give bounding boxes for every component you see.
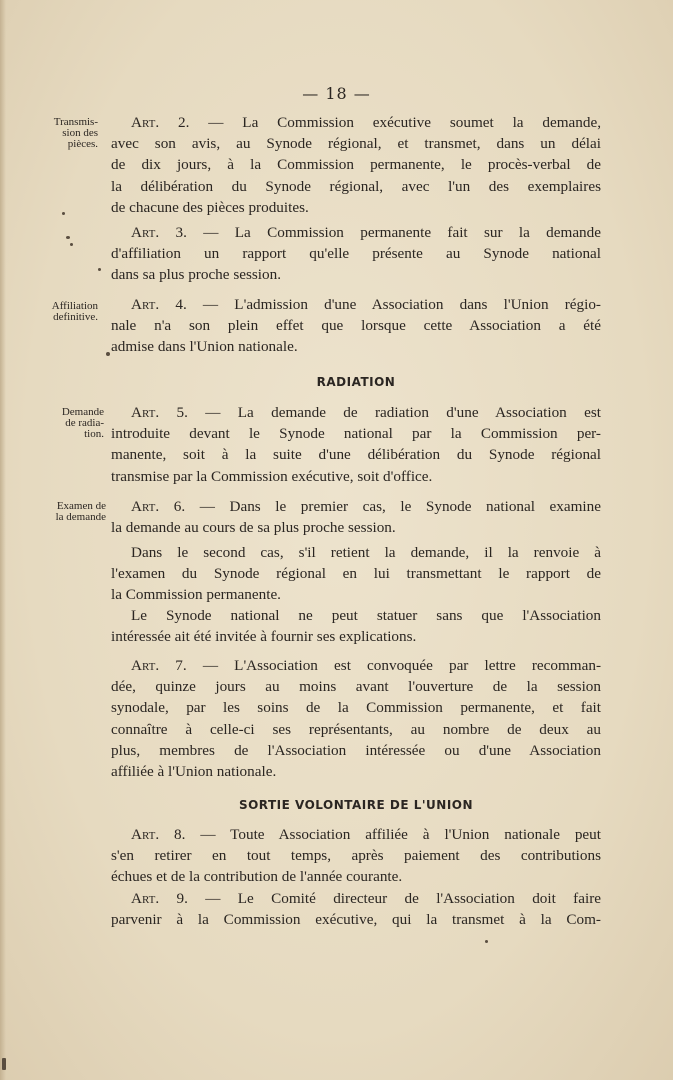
paragraph-line: la Commission permanente.: [111, 586, 281, 604]
article-5-line: — La demande de radiation d'une Association est: [187, 404, 601, 421]
ink-speck: [70, 243, 73, 246]
article-3: [111, 222, 601, 286]
article-6: [111, 496, 601, 538]
article-7: [111, 655, 601, 782]
margin-note-demande-radiation: Demande de radia- tion.: [61, 406, 104, 440]
article-9-label: Art. 9.: [131, 890, 188, 907]
heading-radiation: RADIATION: [316, 375, 396, 389]
article-4-line: — L'admission d'une Association dans l'Union régio-: [186, 296, 601, 313]
ink-speck: [66, 236, 70, 239]
article-7-line: dée, quinze jours au moins avant l'ouverture de la session: [111, 678, 601, 696]
article-5-line: transmise par la Commission exécutive, soit d'office.: [111, 467, 433, 485]
article-7-line: — L'Association est convoquée par lettre recomman-: [186, 657, 601, 674]
article-8: [111, 824, 601, 888]
ink-speck: [2, 1058, 6, 1070]
article-5-line: manente, soit à la suite d'une délibération du Synode régional: [111, 446, 601, 464]
margin-note-affiliation: Affiliation definitive.: [51, 300, 98, 323]
article-3-line: d'affiliation un rapport qu'elle présente au Synode national: [111, 245, 601, 263]
ink-speck: [62, 212, 65, 215]
article-2-line: — La Commission exécutive soumet la demande,: [189, 114, 601, 131]
article-2-line: avec son avis, au Synode régional, et transmet, dans un délai: [111, 135, 601, 153]
article-7-line: synodale, par les soins de la Commission permanente, et fait: [111, 699, 601, 717]
article-6-label: Art. 6.: [131, 498, 186, 515]
article-2-label: Art. 2.: [131, 114, 190, 131]
article-8-label: Art. 8.: [131, 826, 186, 843]
article-9: [111, 888, 601, 930]
article-8-line: — Toute Association affiliée à l'Union nationale peut: [185, 826, 601, 843]
article-7-label: Art. 7.: [131, 657, 187, 674]
heading-sortie-volontaire: SORTIE VOLONTAIRE DE L'UNION: [238, 798, 474, 812]
page-edge-shadow: [0, 0, 6, 1080]
article-3-line: — La Commission permanente fait sur la demande: [186, 224, 601, 241]
article-6-line: — Dans le premier cas, le Synode national examine: [185, 498, 601, 515]
article-5: [111, 402, 601, 487]
article-2-line: de dix jours, à la Commission permanente, le procès-verbal de: [111, 156, 601, 174]
page-number: — 18 —: [302, 84, 371, 103]
paragraph-line: Le Synode national ne peut statuer sans que l'Association: [131, 607, 601, 624]
article-2-line: de chacune des pièces produites.: [111, 198, 309, 216]
article-4: [111, 294, 601, 358]
article-7-line: affiliée à l'Union nationale.: [111, 763, 277, 781]
article-8-line: échues et de la contribution de l'année courante.: [111, 868, 403, 886]
article-9-line: — Le Comité directeur de l'Association doit faire: [187, 890, 601, 907]
article-4-line: admise dans l'Union nationale.: [111, 338, 298, 356]
article-5-line: introduite devant le Synode national par la Commission per-: [111, 425, 601, 443]
article-9-line: parvenir à la Commission exécutive, qui la transmet à la Com-: [111, 911, 601, 929]
paragraph-synode: [111, 605, 601, 647]
paragraph-second-case: [111, 542, 601, 606]
ink-speck: [485, 940, 488, 943]
article-8-line: s'en retirer en tout temps, après paiement des contributions: [111, 847, 601, 865]
article-3-label: Art. 3.: [131, 224, 187, 241]
ink-speck: [98, 268, 101, 271]
article-4-label: Art. 4.: [131, 296, 187, 313]
paragraph-line: l'examen du Synode régional en lui transmettant le rapport de: [111, 565, 601, 583]
article-3-line: dans sa plus proche session.: [111, 266, 281, 284]
article-4-line: nale n'a son plein effet que lorsque cette Association a été: [111, 317, 601, 335]
margin-note-transmission: Transmis- sion des pièces.: [53, 116, 98, 150]
paragraph-line: intéressée ait été invitée à fournir ses explications.: [111, 628, 417, 646]
article-2: [111, 112, 601, 218]
paragraph-line: Dans le second cas, s'il retient la demande, il la renvoie à: [131, 544, 601, 561]
article-6-line: la demande au cours de sa plus proche session.: [111, 519, 396, 537]
article-5-label: Art. 5.: [131, 404, 188, 421]
article-2-line: la délibération du Synode régional, avec l'un des exemplaires: [111, 177, 601, 195]
article-7-line: plus, membres de l'Association intéressée ou d'une Association: [111, 741, 601, 759]
margin-note-examen: Examen de la demande: [55, 500, 106, 523]
article-7-line: connaître à celle-ci ses représentants, au nombre de deux au: [111, 720, 601, 738]
ink-speck: [106, 352, 110, 356]
